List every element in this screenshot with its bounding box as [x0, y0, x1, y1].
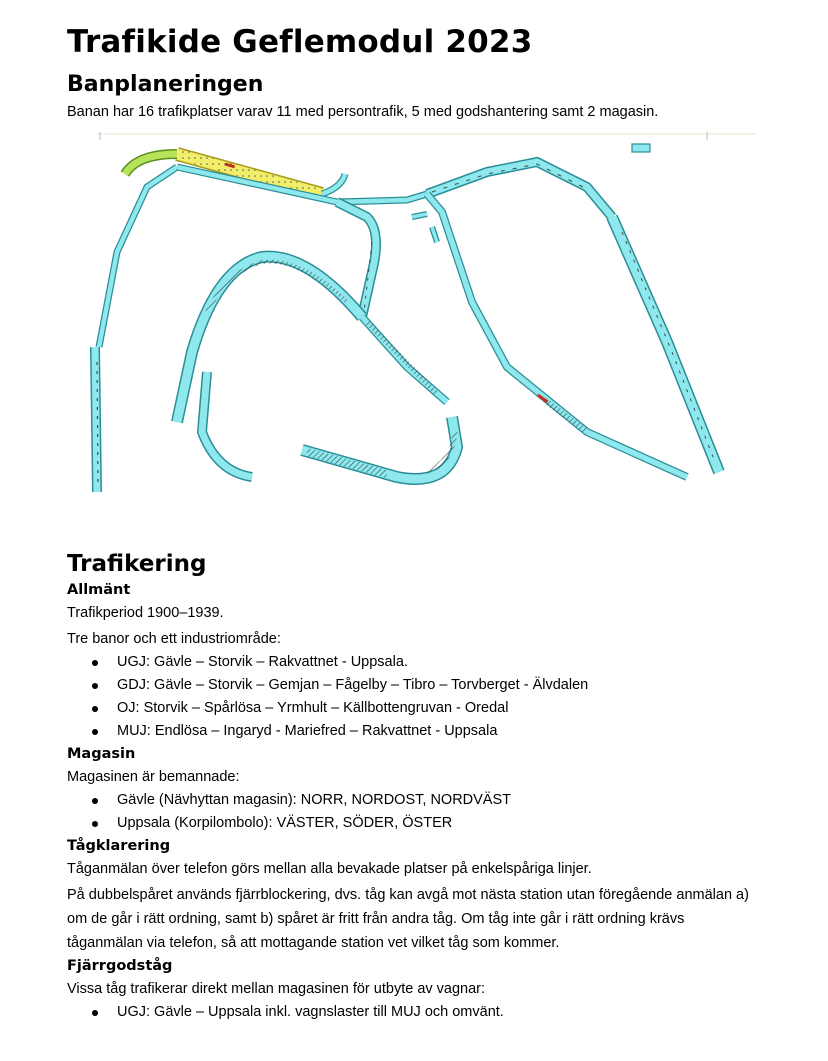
track-siding-stub: [412, 214, 427, 217]
magasin-list: [67, 789, 761, 835]
period-text: Trafikperiod 1900–1939.: [67, 605, 224, 621]
lines-intro: Tre banor och ett industriområde:: [67, 631, 281, 647]
list-item: Uppsala (Korpilombolo): VÄSTER, SÖDER, ÖSTER: [117, 812, 761, 835]
track-upper-right-arc: [427, 162, 612, 217]
subheading-magasin: Magasin: [67, 746, 136, 762]
list-item: Gävle (Nävhyttan magasin): NORR, NORDOST, NORDVÄST: [117, 789, 761, 812]
section-heading-banplaneringen: Banplaneringen: [67, 72, 264, 97]
fjarrgodstag-intro: Vissa tåg trafikerar direkt mellan magasinen för utbyte av vagnar:: [67, 981, 486, 997]
track-inner-hook: [202, 372, 252, 477]
list-item: MUJ: Endlösa – Ingaryd - Mariefred – Rakvattnet - Uppsala: [117, 720, 761, 743]
magasin-intro: Magasinen är bemannade:: [67, 769, 240, 785]
track-plan-image: [67, 132, 767, 527]
intro-paragraph: Banan har 16 trafikplatser varav 11 med persontrafik, 5 med godshantering samt 2 magasin.: [67, 104, 659, 120]
document-title: Trafikide Geflemodul 2023: [67, 24, 533, 60]
section-heading-trafikering: Trafikering: [67, 551, 207, 577]
track-right-long: [612, 217, 719, 472]
track-left-vertical: [95, 347, 98, 492]
track-left-diagonal: [99, 167, 177, 347]
track-isolated-block: [632, 144, 650, 152]
section-trafikering: [67, 549, 761, 1024]
tagklarering-paragraph-1: Tåganmälan över telefon görs mellan alla bevakade platser på enkelspåriga linjer.: [67, 861, 592, 877]
tagklarering-paragraph-2: På dubbelspåret används fjärrblockering, dvs. tåg kan avgå mot nästa station utan föregående anmälan a) om de går i rätt ordning, samt b) spåret är fritt från andra tåg. Om tåg inte går i rätt ordning krävs tåganmälan via telefon, så att mottagande station vet vilket tåg som kommer.: [67, 887, 749, 951]
track-inner-right: [427, 194, 687, 477]
subheading-fjarrgodstag: Fjärrgodståg: [67, 958, 173, 974]
track-center-diagonal: [362, 317, 447, 402]
fjarrgodstag-list: [67, 1001, 761, 1024]
subheading-allmant: Allmänt: [67, 582, 131, 598]
track-yard-stub: [322, 174, 345, 194]
list-item: UGJ: Gävle – Uppsala inkl. vagnslaster till MUJ och omvänt.: [117, 1001, 761, 1024]
list-item: GDJ: Gävle – Storvik – Gemjan – Fågelby – Tibro – Torvberget - Älvdalen: [117, 674, 761, 697]
list-item: UGJ: Gävle – Storvik – Rakvattnet - Uppsala.: [117, 651, 761, 674]
lines-list: [67, 651, 761, 743]
list-item: OJ: Storvik – Spårlösa – Yrmhult – Källbottengruvan - Oredal: [117, 697, 761, 720]
track-plan-drawing: [67, 132, 767, 527]
track-bottom-curve: [302, 417, 457, 479]
track-junction-stub: [432, 227, 437, 242]
subheading-tagklarering: Tågklarering: [67, 838, 171, 854]
